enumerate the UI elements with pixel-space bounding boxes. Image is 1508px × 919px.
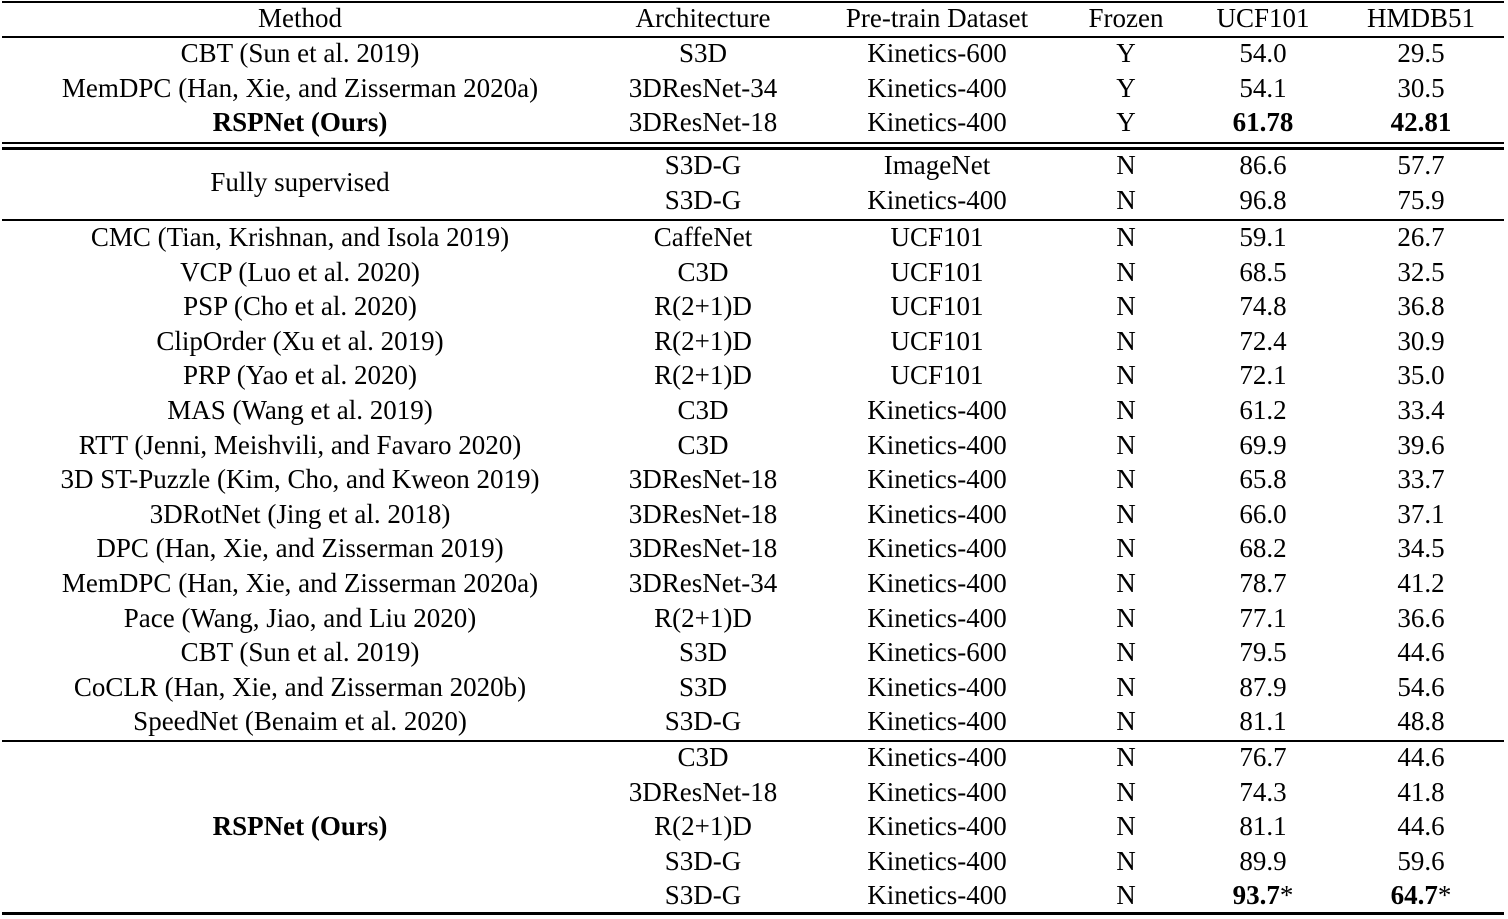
frozen-cell: N: [1116, 845, 1136, 876]
ucf101-cell: 59.1: [1239, 222, 1287, 252]
method-cell-fully-supervised: Fully supervised: [210, 167, 390, 197]
table-row: [0, 324, 1508, 358]
table-row: [0, 531, 1508, 565]
frozen-cell: N: [1116, 706, 1136, 737]
ucf101-cell: 74.3: [1239, 776, 1287, 807]
frozen-cell: N: [1116, 602, 1136, 633]
ucf101-cell: 72.4: [1239, 325, 1287, 356]
hmdb51-cell: 44.6: [1397, 811, 1445, 842]
ucf101-cell: 54.0: [1239, 38, 1287, 68]
frozen-cell: N: [1116, 360, 1136, 391]
architecture-cell: S3D: [678, 38, 727, 68]
table-row: [0, 670, 1508, 704]
method-cell: MAS (Wang et al. 2019): [167, 395, 433, 425]
frozen-cell: N: [1116, 742, 1136, 772]
dataset-cell: UCF101: [890, 256, 984, 287]
ucf101-cell: 68.2: [1239, 533, 1287, 564]
frozen-cell: Y: [1116, 38, 1136, 68]
architecture-cell: 3DResNet-18: [628, 498, 778, 529]
dataset-cell: Kinetics-400: [867, 706, 1007, 737]
dataset-cell: Kinetics-400: [867, 395, 1007, 425]
dataset-cell: UCF101: [890, 360, 984, 391]
architecture-cell: R(2+1)D: [654, 291, 752, 322]
frozen-cell: N: [1116, 776, 1136, 807]
architecture-cell: 3DResNet-18: [628, 107, 778, 138]
dataset-cell: Kinetics-400: [867, 533, 1007, 564]
hmdb51-cell: 33.4: [1397, 395, 1445, 425]
frozen-cell: N: [1116, 256, 1136, 287]
hmdb51-cell: 64.7*: [1390, 880, 1452, 911]
hmdb51-cell: 32.5: [1397, 256, 1445, 287]
header-ucf101: UCF101: [1216, 3, 1310, 33]
dataset-cell: Kinetics-400: [867, 602, 1007, 633]
dataset-cell: Kinetics-400: [867, 568, 1007, 598]
method-cell: 3D ST-Puzzle (Kim, Cho, and Kweon 2019): [60, 464, 540, 495]
ucf101-cell: 79.5: [1239, 637, 1287, 668]
hmdb51-cell: 41.8: [1397, 776, 1445, 807]
table-row: [0, 220, 1508, 254]
dataset-cell: Kinetics-400: [867, 498, 1007, 529]
ucf101-cell: 93.7*: [1232, 880, 1294, 911]
hmdb51-cell: 39.6: [1397, 429, 1445, 460]
dataset-cell: Kinetics-400: [867, 72, 1007, 103]
ucf101-cell: 87.9: [1239, 671, 1287, 702]
frozen-cell: N: [1116, 429, 1136, 460]
architecture-cell: C3D: [677, 742, 729, 772]
method-cell: CMC (Tian, Krishnan, and Isola 2019): [90, 222, 510, 252]
hmdb51-cell: 33.7: [1397, 464, 1445, 495]
method-cell: DPC (Han, Xie, and Zisserman 2019): [96, 533, 504, 564]
architecture-cell: S3D-G: [664, 706, 742, 737]
ucf101-cell: 61.78: [1232, 107, 1294, 138]
double-rule-upper: [2, 142, 1504, 144]
frozen-cell: N: [1116, 568, 1136, 598]
ucf101-cell: 69.9: [1239, 429, 1287, 460]
method-cell: MemDPC (Han, Xie, and Zisserman 2020a): [61, 568, 539, 598]
architecture-cell: S3D-G: [664, 845, 742, 876]
architecture-cell: C3D: [677, 429, 729, 460]
dataset-cell: UCF101: [890, 325, 984, 356]
hmdb51-cell: 42.81: [1390, 107, 1452, 138]
architecture-cell: S3D: [678, 637, 727, 668]
architecture-cell: S3D-G: [664, 880, 742, 911]
hmdb51-cell: 35.0: [1397, 360, 1445, 391]
ucf101-cell: 96.8: [1239, 184, 1287, 215]
frozen-cell: N: [1116, 533, 1136, 564]
method-cell: CoCLR (Han, Xie, and Zisserman 2020b): [73, 671, 527, 702]
hmdb51-cell: 30.5: [1397, 72, 1445, 103]
architecture-cell: 3DResNet-18: [628, 464, 778, 495]
method-cell: MemDPC (Han, Xie, and Zisserman 2020a): [61, 72, 539, 103]
dataset-cell: Kinetics-600: [867, 38, 1007, 68]
table-row: [0, 71, 1508, 105]
architecture-cell: 3DResNet-18: [628, 776, 778, 807]
table-row: [0, 393, 1508, 427]
header-frozen: Frozen: [1088, 3, 1164, 33]
ucf101-cell: 78.7: [1239, 568, 1287, 598]
method-cell: PSP (Cho et al. 2020): [183, 291, 417, 322]
hmdb51-cell: 30.9: [1397, 325, 1445, 356]
method-cell: RSPNet (Ours): [212, 107, 388, 138]
dataset-cell: Kinetics-400: [867, 811, 1007, 842]
ucf101-cell: 86.6: [1239, 150, 1287, 180]
table-row: [0, 255, 1508, 289]
ucf101-cell: 68.5: [1239, 256, 1287, 287]
hmdb51-cell: 29.5: [1397, 38, 1445, 68]
hmdb51-cell: 26.7: [1397, 222, 1445, 252]
table-row: [0, 566, 1508, 600]
architecture-cell: 3DResNet-18: [628, 533, 778, 564]
method-cell: RTT (Jenni, Meishvili, and Favaro 2020): [78, 429, 522, 460]
architecture-cell: CaffeNet: [653, 222, 753, 252]
ucf101-cell: 74.8: [1239, 291, 1287, 322]
dataset-cell: Kinetics-400: [867, 671, 1007, 702]
method-cell: 3DRotNet (Jing et al. 2018): [149, 498, 451, 529]
hmdb51-cell: 34.5: [1397, 533, 1445, 564]
table-row: [0, 358, 1508, 392]
header-architecture: Architecture: [635, 3, 771, 33]
architecture-cell: S3D-G: [664, 184, 742, 215]
header-method: Method: [258, 3, 342, 33]
ucf101-cell: 65.8: [1239, 464, 1287, 495]
hmdb51-cell: 54.6: [1397, 671, 1445, 702]
method-cell: PRP (Yao et al. 2020): [182, 360, 418, 391]
dataset-cell: UCF101: [890, 291, 984, 322]
ucf101-cell: 89.9: [1239, 845, 1287, 876]
dataset-cell: Kinetics-400: [867, 184, 1007, 215]
ucf101-cell: 81.1: [1239, 706, 1287, 737]
frozen-cell: N: [1116, 184, 1136, 215]
frozen-cell: Y: [1116, 107, 1136, 138]
table-row: [0, 105, 1508, 139]
table-row: [0, 36, 1508, 70]
hmdb51-cell: 44.6: [1397, 637, 1445, 668]
architecture-cell: R(2+1)D: [654, 811, 752, 842]
method-cell: Pace (Wang, Jiao, and Liu 2020): [123, 602, 477, 633]
hmdb51-cell: 59.6: [1397, 845, 1445, 876]
method-cell: ClipOrder (Xu et al. 2019): [156, 325, 444, 356]
frozen-cell: N: [1116, 150, 1136, 180]
dataset-cell: Kinetics-400: [867, 742, 1007, 772]
architecture-cell: R(2+1)D: [654, 360, 752, 391]
ucf101-cell: 76.7: [1239, 742, 1287, 772]
ucf101-cell: 66.0: [1239, 498, 1287, 529]
ucf101-cell: 54.1: [1239, 72, 1287, 103]
ucf101-cell: 61.2: [1239, 395, 1287, 425]
hmdb51-cell: 41.2: [1397, 568, 1445, 598]
dataset-cell: ImageNet: [883, 150, 991, 180]
frozen-cell: N: [1116, 464, 1136, 495]
hmdb51-cell: 44.6: [1397, 742, 1445, 772]
frozen-cell: N: [1116, 222, 1136, 252]
hmdb51-cell: 57.7: [1397, 150, 1445, 180]
architecture-cell: S3D: [678, 671, 727, 702]
table-row: [0, 635, 1508, 669]
architecture-cell: C3D: [677, 256, 729, 287]
frozen-cell: Y: [1116, 72, 1136, 103]
table-row: [0, 428, 1508, 462]
header-pretrain-dataset: Pre-train Dataset: [845, 3, 1029, 33]
table-row: [0, 497, 1508, 531]
dataset-cell: Kinetics-600: [867, 637, 1007, 668]
dataset-cell: Kinetics-400: [867, 845, 1007, 876]
dataset-cell: Kinetics-400: [867, 464, 1007, 495]
frozen-cell: N: [1116, 637, 1136, 668]
architecture-cell: 3DResNet-34: [628, 568, 778, 598]
header-hmdb51: HMDB51: [1366, 3, 1475, 33]
ucf101-cell: 81.1: [1239, 811, 1287, 842]
table-row: [0, 704, 1508, 738]
hmdb51-cell: 37.1: [1397, 498, 1445, 529]
hmdb51-cell: 48.8: [1397, 706, 1445, 737]
architecture-cell: S3D-G: [664, 150, 742, 180]
frozen-cell: N: [1116, 880, 1136, 911]
frozen-cell: N: [1116, 291, 1136, 322]
dataset-cell: UCF101: [890, 222, 984, 252]
table-row: [0, 462, 1508, 496]
architecture-cell: 3DResNet-34: [628, 72, 778, 103]
dataset-cell: Kinetics-400: [867, 429, 1007, 460]
method-cell-rspnet-ours: RSPNet (Ours): [212, 811, 388, 841]
method-cell: CBT (Sun et al. 2019): [180, 38, 420, 68]
hmdb51-cell: 36.6: [1397, 602, 1445, 633]
frozen-cell: N: [1116, 498, 1136, 529]
frozen-cell: N: [1116, 325, 1136, 356]
ucf101-cell: 77.1: [1239, 602, 1287, 633]
frozen-cell: N: [1116, 811, 1136, 842]
method-cell: SpeedNet (Benaim et al. 2020): [133, 706, 467, 737]
method-cell: VCP (Luo et al. 2020): [180, 256, 420, 287]
table-row: [0, 289, 1508, 323]
architecture-cell: R(2+1)D: [654, 602, 752, 633]
frozen-cell: N: [1116, 671, 1136, 702]
frozen-cell: N: [1116, 395, 1136, 425]
architecture-cell: R(2+1)D: [654, 325, 752, 356]
ucf101-cell: 72.1: [1239, 360, 1287, 391]
dataset-cell: Kinetics-400: [867, 880, 1007, 911]
table-row: [0, 601, 1508, 635]
header-row: [0, 1, 1508, 35]
architecture-cell: C3D: [677, 395, 729, 425]
dataset-cell: Kinetics-400: [867, 107, 1007, 138]
hmdb51-cell: 36.8: [1397, 291, 1445, 322]
hmdb51-cell: 75.9: [1397, 184, 1445, 215]
method-cell: CBT (Sun et al. 2019): [180, 637, 420, 668]
dataset-cell: Kinetics-400: [867, 776, 1007, 807]
